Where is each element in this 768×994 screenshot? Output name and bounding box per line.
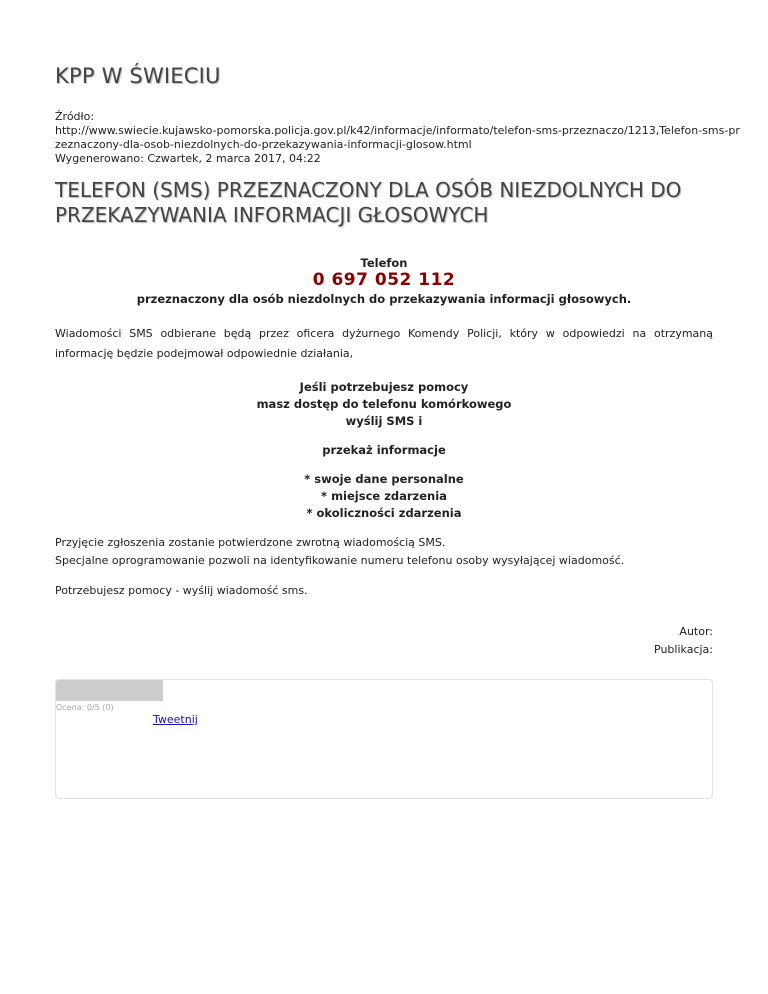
info-list (55, 471, 713, 522)
help-instructions (55, 379, 713, 430)
generated-date: Wygenerowano: Czwartek, 2 marca 2017, 04:22 (55, 152, 321, 165)
intro-paragraph: Wiadomości SMS odbierane będą przez oficera dyżurnego Komendy Policji, który w odpowiedzi na otrzymaną informację będzie podejmował odpowiednie działania, (55, 327, 713, 360)
rating-panel (55, 679, 713, 799)
phone-description: przeznaczony dla osób niezdolnych do przekazywania informacji głosowych. (136, 292, 632, 306)
article-title: TELEFON (SMS) PRZEZNACZONY DLA OSÓB NIEZDOLNYCH DO PRZEKAZYWANIA INFORMACJI GŁOSOWYCH (55, 178, 682, 227)
info-heading: przekaż informacje (322, 443, 446, 457)
source-label: Źródło: (55, 110, 95, 123)
help-line: Jeśli potrzebujesz pomocy (299, 380, 469, 394)
phone-number: 0 697 052 112 (312, 270, 456, 290)
article-meta (654, 623, 713, 659)
rating-bar[interactable] (56, 680, 163, 701)
confirmation-text (55, 534, 713, 570)
info-item: * miejsce zdarzenia (321, 489, 447, 503)
confirmation-line: Specjalne oprogramowanie pozwoli na identyfikowanie numeru telefonu osoby wysyłającej wiadomość. (55, 554, 625, 567)
author-label: Autor: (679, 625, 713, 638)
confirmation-line: Przyjęcie zgłoszenia zostanie potwierdzone zwrotną wiadomością SMS. (55, 536, 446, 549)
source-url-line-2: zeznaczony-dla-osob-niezdolnych-do-przekazywania-informacji-glosow.html (55, 138, 472, 151)
rating-text: Ocena: 0/5 (0) (56, 703, 114, 712)
closing-text: Potrzebujesz pomocy - wyślij wiadomość sms. (55, 584, 308, 597)
source-url-line-1: http://www.swiecie.kujawsko-pomorska.policja.gov.pl/k42/informacje/informato/telefon-sms-przeznaczo/1213,Telefon-sms-pr (55, 124, 740, 137)
publication-label: Publikacja: (654, 643, 713, 656)
article-content (55, 256, 713, 600)
tweet-link[interactable]: Tweetnij (153, 713, 198, 726)
source-info (55, 110, 740, 166)
site-title: KPP W ŚWIECIU (55, 64, 221, 88)
help-line: wyślij SMS i (345, 414, 423, 428)
info-item: * okoliczności zdarzenia (306, 506, 462, 520)
phone-label: Telefon (360, 256, 408, 270)
help-line: masz dostęp do telefonu komórkowego (256, 397, 512, 411)
info-item: * swoje dane personalne (304, 472, 464, 486)
